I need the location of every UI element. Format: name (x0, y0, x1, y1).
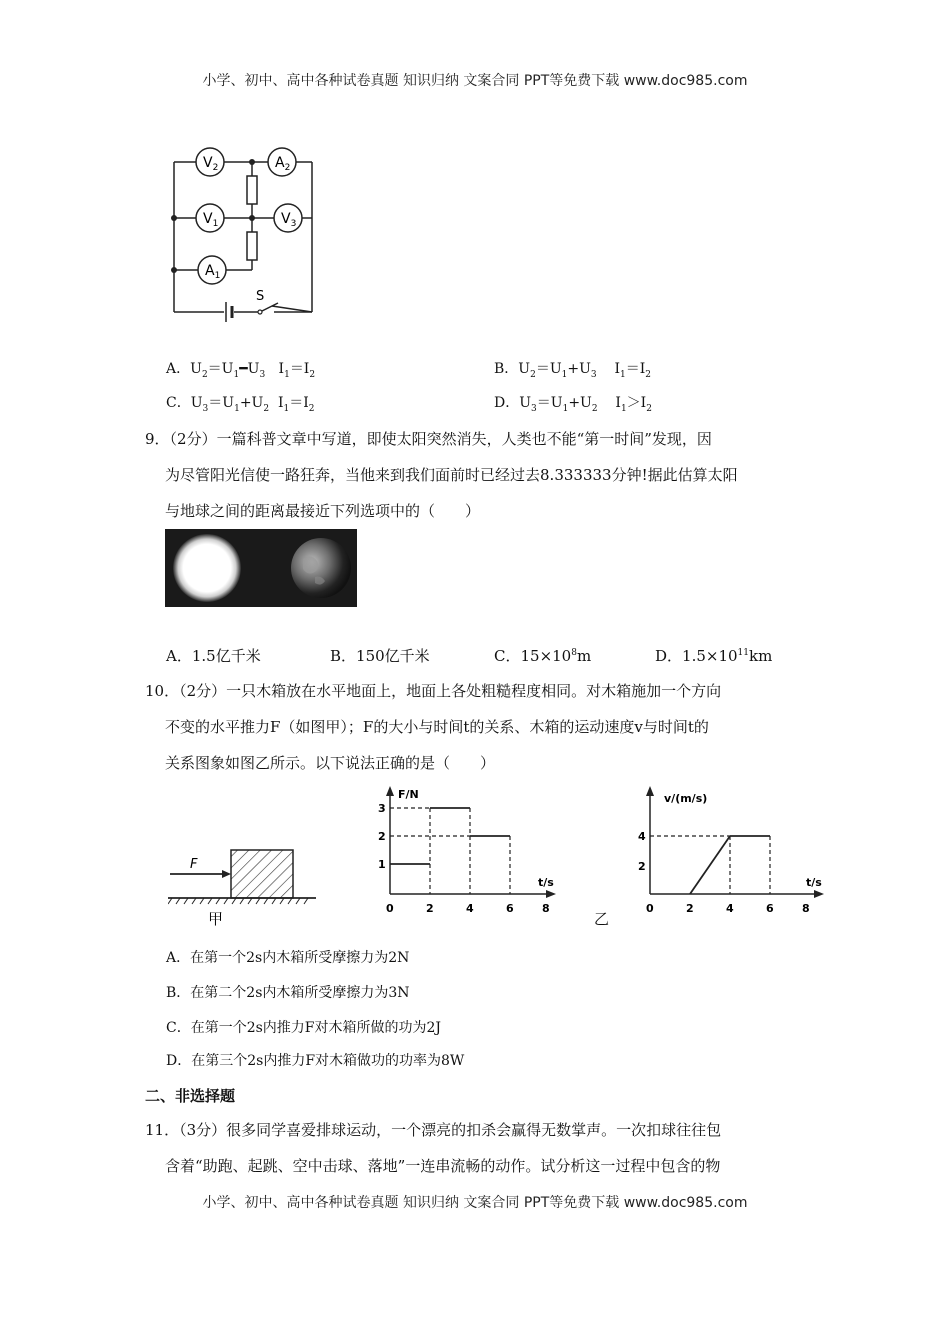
v-segment-2-4s (690, 836, 730, 894)
q9-option-b[interactable]: B．150亿千米 (330, 647, 430, 665)
q10-option-a[interactable]: A．在第一个2s内木箱所受摩擦力为2N (166, 950, 410, 966)
meter-v1-label: $V_1$ (203, 211, 219, 229)
meter-v3-label: $V_3$ (281, 211, 297, 229)
v-graph-xlabel: t/s (806, 876, 822, 889)
q9-line-2: 为尽管阳光信使一路狂奔，当他来到我们面前时已经过去8.333333分钟!据此估算太阳 (165, 466, 738, 484)
q10-option-b[interactable]: B．在第二个2s内木箱所受摩擦力为3N (166, 985, 410, 1001)
q8-option-a[interactable]: A．$U_2=U_1━U_3$ $I_1=I_2$ (166, 361, 316, 380)
wooden-box (231, 850, 293, 898)
figure-jia-label: 甲 (208, 910, 224, 928)
q10-line-1: 10．（2分）一只木箱放在水平地面上，地面上各处粗糙程度相同。对木箱施加一个方向 (145, 682, 722, 700)
sun-earth-image (165, 529, 357, 607)
v-ytick-2: 2 (638, 860, 646, 873)
q9-option-d[interactable]: D．$1.5\times 10^{11}km$ (655, 647, 773, 665)
f-graph-ylabel: F/N (398, 788, 419, 801)
f-xtick-6: 6 (506, 902, 514, 915)
v-xtick-8: 8 (802, 902, 810, 915)
q8-option-b[interactable]: B．$U_2=U_1+U_3$ $I_1=I_2$ (494, 361, 651, 380)
section-title: 二、非选择题 (145, 1087, 236, 1105)
f-xtick-0: 0 (386, 902, 394, 915)
switch-label: S (256, 289, 265, 304)
v-xtick-0: 0 (646, 902, 654, 915)
sun-icon (173, 534, 241, 602)
meter-a2-label: $A_2$ (275, 155, 291, 173)
f-graph-xlabel: t/s (538, 876, 554, 889)
q10-option-c[interactable]: C．在第一个2s内推力F对木箱所做的功为2J (166, 1020, 442, 1036)
f-ytick-1: 1 (378, 858, 386, 871)
meter-a1-label: $A_1$ (205, 263, 221, 281)
figure-jia-box (168, 840, 318, 930)
v-graph-ylabel: v/(m/s) (664, 792, 708, 805)
f-xtick-2: 2 (426, 902, 434, 915)
circuit-diagram (160, 140, 330, 330)
v-xtick-2: 2 (686, 902, 694, 915)
q10-line-3: 关系图象如图乙所示。以下说法正确的是（ ） (165, 754, 496, 772)
page-footer: 小学、初中、高中各种试卷真题 知识归纳 文案合同 PPT等免费下载 www.doc985.com (202, 1195, 748, 1211)
v-xtick-6: 6 (766, 902, 774, 915)
q9-option-c[interactable]: C．$15\times 10^8m$ (494, 647, 592, 665)
force-time-graph (360, 782, 560, 922)
figure-yi-label: 乙 (594, 910, 610, 928)
velocity-time-graph (620, 782, 830, 922)
v-xtick-4: 4 (726, 902, 734, 915)
q11-line-2: 含着“助跑、起跳、空中击球、落地”一连串流畅的动作。试分析这一过程中包含的物 (165, 1157, 721, 1175)
f-ytick-2: 2 (378, 830, 386, 843)
q9-line-1: 9．（2分）一篇科普文章中写道，即使太阳突然消失，人类也不能“第一时间”发现，因 (145, 430, 712, 448)
earth-icon (291, 538, 351, 598)
meter-v2-label: $V_2$ (203, 155, 219, 173)
q11-line-1: 11．（3分）很多同学喜爱排球运动，一个漂亮的扣杀会赢得无数掌声。一次扣球往往包 (145, 1121, 722, 1139)
v-ytick-4: 4 (638, 830, 646, 843)
q9-option-a[interactable]: A．1.5亿千米 (166, 647, 261, 665)
page-header: 小学、初中、高中各种试卷真题 知识归纳 文案合同 PPT等免费下载 www.doc985.com (202, 73, 748, 89)
q10-option-d[interactable]: D．在第三个2s内推力F对木箱做功的功率为8W (166, 1053, 465, 1069)
force-label: F (190, 857, 198, 872)
f-ytick-3: 3 (378, 802, 386, 815)
f-xtick-4: 4 (466, 902, 474, 915)
f-xtick-8: 8 (542, 902, 550, 915)
q9-line-3: 与地球之间的距离最接近下列选项中的（ ） (165, 502, 481, 520)
q10-line-2: 不变的水平推力F（如图甲）；F的大小与时间t的关系、木箱的运动速度v与时间t的 (165, 718, 709, 736)
q8-option-d[interactable]: D．$U_3=U_1+U_2$ $I_1>I_2$ (494, 395, 652, 414)
q8-option-c[interactable]: C．$U_3=U_1+U_2$ $I_1=I_2$ (166, 395, 315, 414)
